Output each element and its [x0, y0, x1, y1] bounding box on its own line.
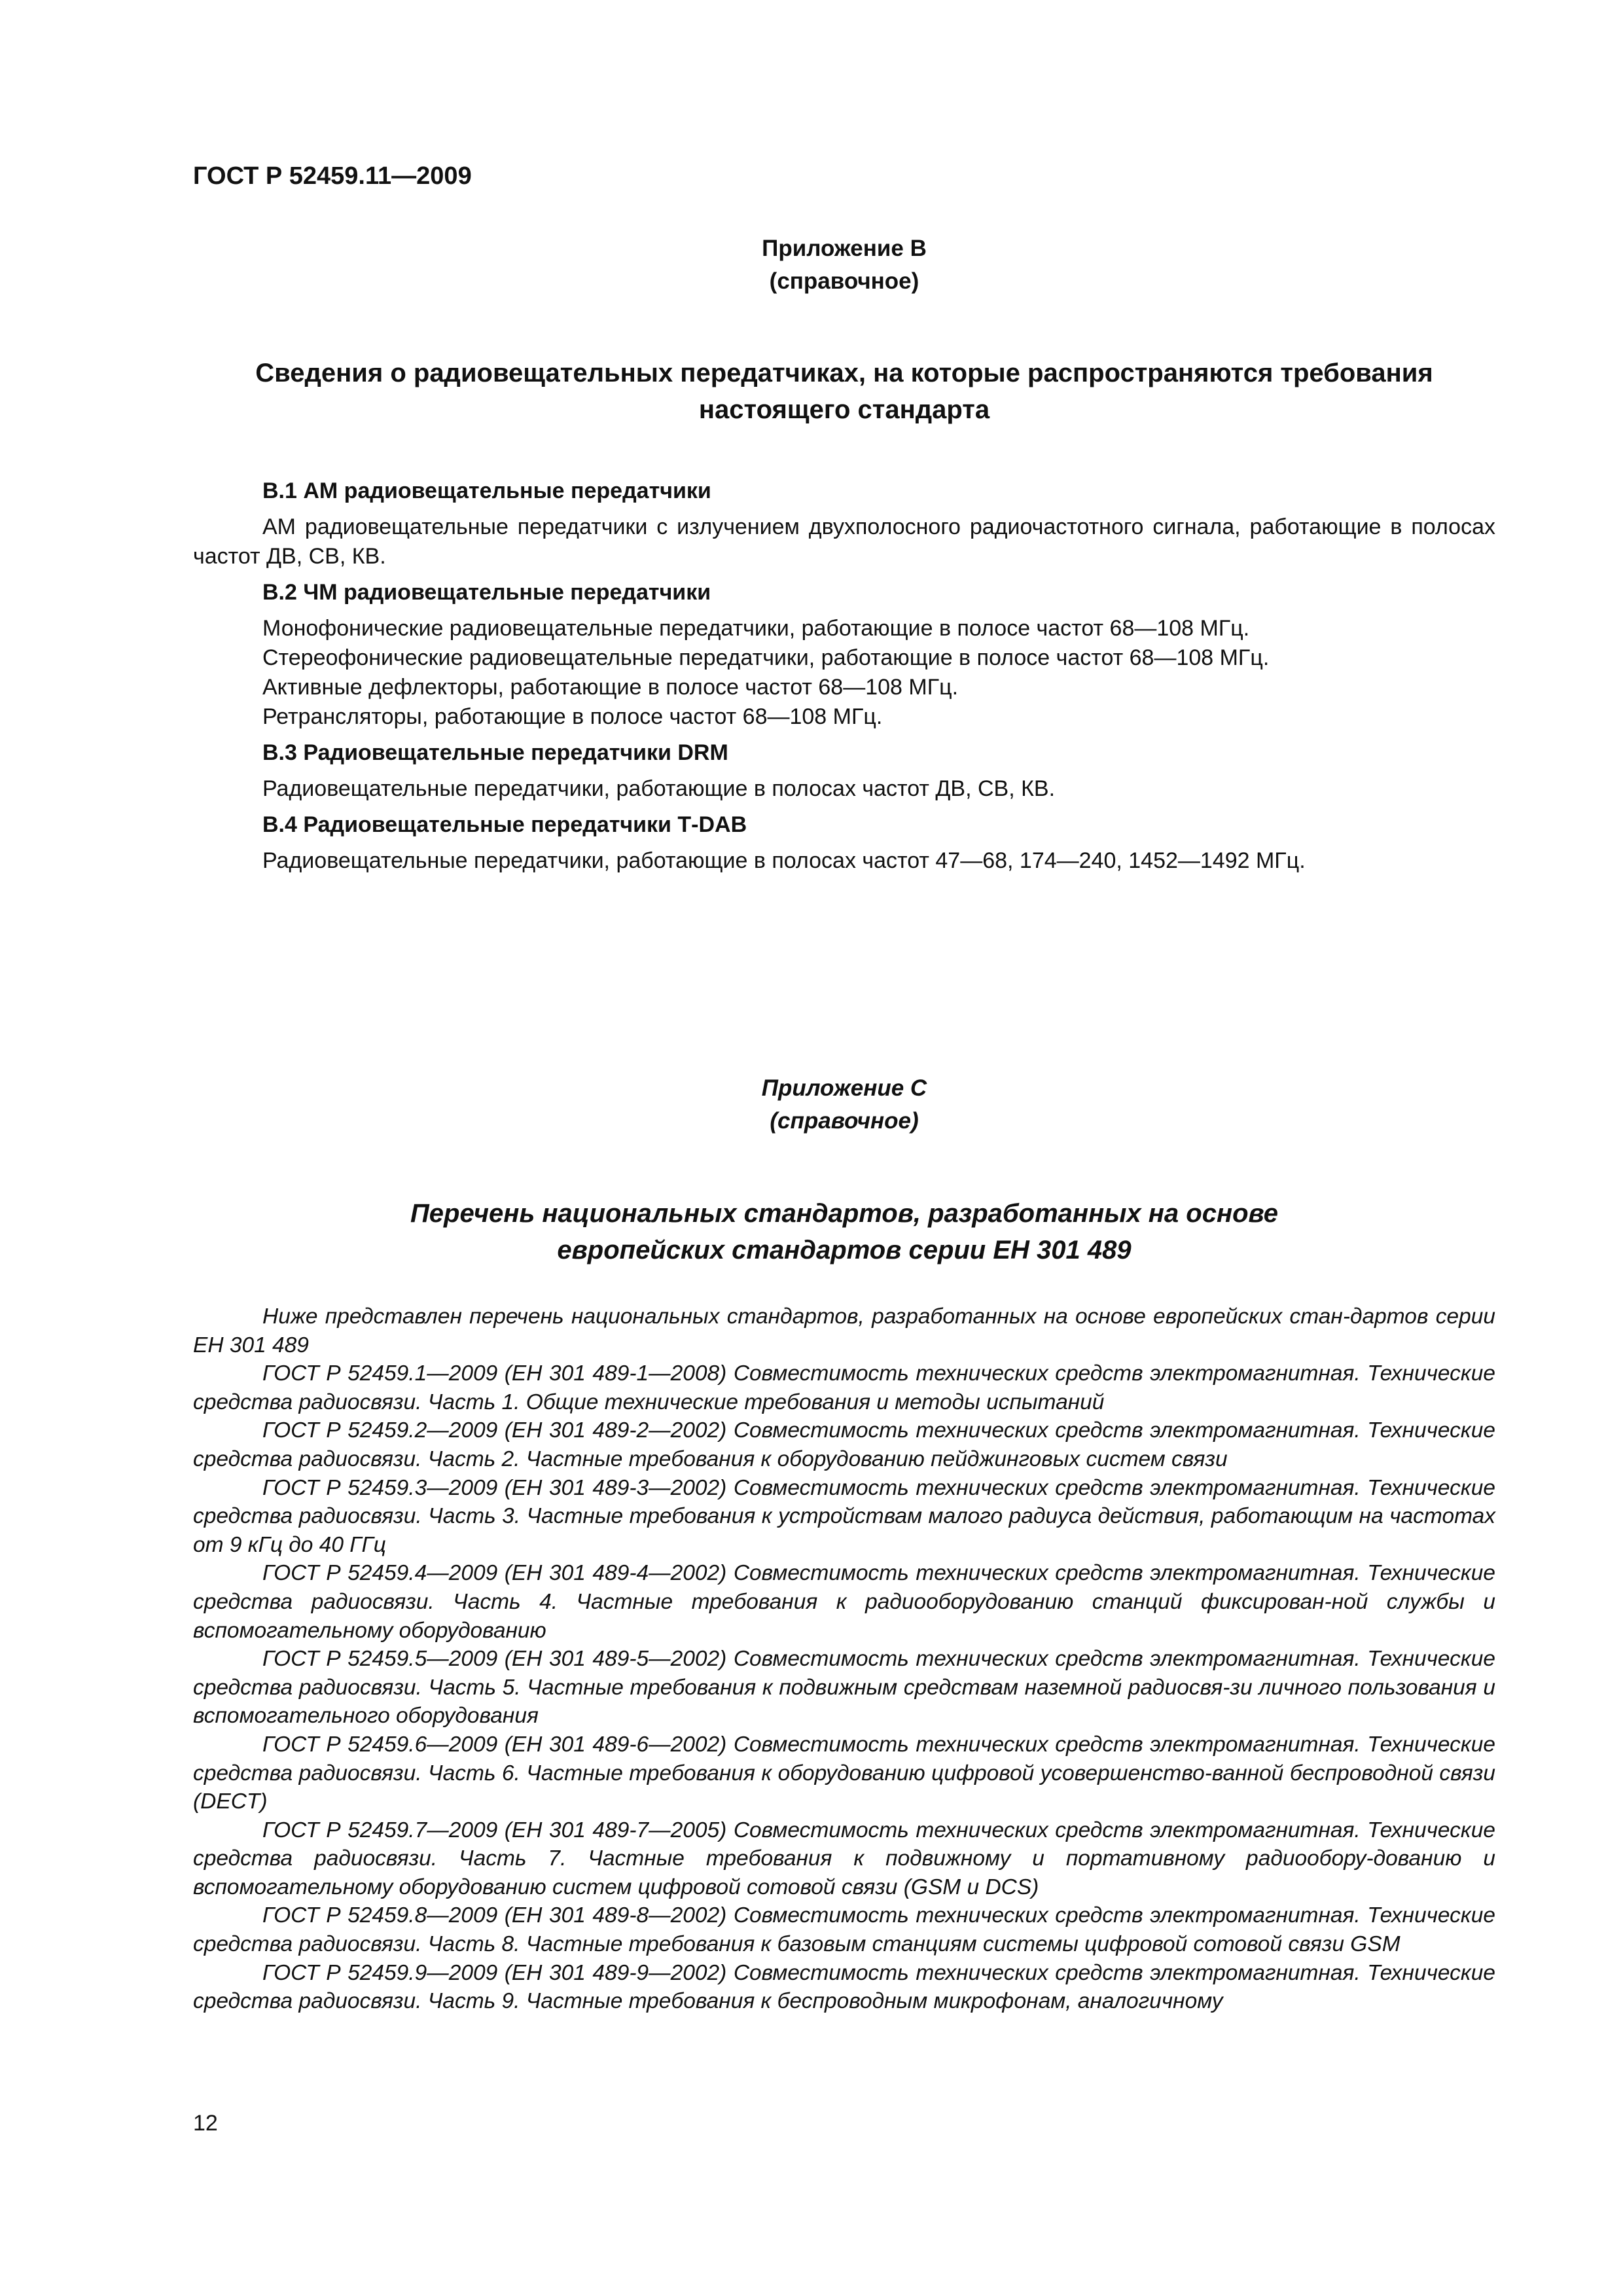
list-paragraph: ГОСТ Р 52459.6—2009 (ЕН 301 489-6—2002) Совместимость технических средств электромагнитная. Технические средства радиосвязи. Часть 6. Частные требования к оборудованию цифровой усовершенство-ванной беспроводной связи (DECT)	[193, 1732, 1495, 1814]
appendix-b-header	[193, 232, 1495, 298]
section-text: Радиовещательные передатчики, работающие в полосах частот 47—68, 174—240, 1452—1492 МГц.	[262, 848, 1306, 873]
section-text: Активные дефлекторы, работающие в полосе частот 68—108 МГц.	[262, 675, 959, 700]
document-code: ГОСТ Р 52459.11—2009	[193, 162, 472, 190]
list-paragraph: ГОСТ Р 52459.8—2009 (ЕН 301 489-8—2002) Совместимость технических средств электромагнитная. Технические средства радиосвязи. Часть 8. Частные требования к базовым станциям системы цифровой сотовой связи GSM	[193, 1903, 1495, 1957]
section-text: Ретрансляторы, работающие в полосе частот 68—108 МГц.	[262, 704, 883, 729]
appendix-b-type: (справочное)	[769, 268, 919, 294]
section-text: Монофонические радиовещательные передатчики, работающие в полосе частот 68—108 МГц.	[262, 616, 1250, 641]
list-paragraph: ГОСТ Р 52459.1—2009 (ЕН 301 489-1—2008) Совместимость технических средств электромагнитная. Технические средства радиосвязи. Часть 1. Общие технические требования и методы испытаний	[193, 1361, 1495, 1414]
appendix-b-label: Приложение В	[762, 236, 927, 261]
appendix-b-title-line1: Сведения о радиовещательных передатчиках, на которые распространяются требования	[255, 359, 1433, 387]
appendix-c-list	[193, 1302, 1495, 2016]
page-number: 12	[193, 2111, 218, 2136]
section-text: АМ радиовещательные передатчики с излучением двухполосного радиочастотного сигнала, работающие в полосах частот ДВ, СВ, КВ.	[193, 514, 1495, 569]
list-paragraph: Ниже представлен перечень национальных стандартов, разработанных на основе европейских стан-дартов серии ЕН 301 489	[193, 1304, 1495, 1357]
appendix-c-header	[193, 1072, 1495, 1138]
list-paragraph: ГОСТ Р 52459.3—2009 (ЕН 301 489-3—2002) Совместимость технических средств электромагнитная. Технические средства радиосвязи. Часть 3. Частные требования к устройствам малого радиуса действия, работающим на частотах от 9 кГц до 40 ГГц	[193, 1475, 1495, 1557]
appendix-c-title-line2: европейских стандартов серии ЕН 301 489	[557, 1236, 1132, 1265]
section-text: Стереофонические радиовещательные передатчики, работающие в полосе частот 68—108 МГц.	[262, 645, 1270, 670]
appendix-c-label: Приложение С	[761, 1075, 927, 1101]
list-paragraph: ГОСТ Р 52459.5—2009 (ЕН 301 489-5—2002) Совместимость технических средств электромагнитная. Технические средства радиосвязи. Часть 5. Частные требования к подвижным средствам наземной радиосвя-зи личного пользования и вспомогательного оборудования	[193, 1647, 1495, 1729]
list-paragraph: ГОСТ Р 52459.4—2009 (ЕН 301 489-4—2002) Совместимость технических средств электромагнитная. Технические средства радиосвязи. Часть 4. Частные требования к радиооборудованию станций фиксирован-ной службы и вспомогательному оборудованию	[193, 1561, 1495, 1643]
list-paragraph: ГОСТ Р 52459.9—2009 (ЕН 301 489-9—2002) Совместимость технических средств электромагнитная. Технические средства радиосвязи. Часть 9. Частные требования к беспроводным микрофонам, аналогичному	[193, 1960, 1495, 2014]
appendix-b-body	[193, 476, 1495, 876]
appendix-c-type: (справочное)	[770, 1108, 919, 1134]
list-paragraph: ГОСТ Р 52459.2—2009 (ЕН 301 489-2—2002) Совместимость технических средств электромагнитная. Технические средства радиосвязи. Часть 2. Частные требования к оборудованию пейджинговых систем связи	[193, 1418, 1495, 1471]
list-paragraph: ГОСТ Р 52459.7—2009 (ЕН 301 489-7—2005) Совместимость технических средств электромагнитная. Технические средства радиосвязи. Часть 7. Частные требования к подвижному и портативному радиообору-дованию и вспомогательному оборудованию систем цифровой сотовой связи (GSM и DCS)	[193, 1818, 1495, 1899]
section-heading: В.3 Радиовещательные передатчики DRM	[262, 740, 728, 765]
appendix-b-title-line2: настоящего стандарта	[698, 395, 990, 424]
section-heading: В.4 Радиовещательные передатчики Т-DAB	[262, 812, 747, 837]
appendix-c-title-line1: Перечень национальных стандартов, разработанных на основе	[410, 1199, 1278, 1228]
section-heading: В.2 ЧМ радиовещательные передатчики	[262, 580, 711, 605]
section-heading: В.1 АМ радиовещательные передатчики	[262, 478, 711, 503]
appendix-b-title	[193, 355, 1495, 428]
appendix-c-title	[193, 1195, 1495, 1268]
section-text: Радиовещательные передатчики, работающие в полосах частот ДВ, СВ, КВ.	[262, 776, 1056, 801]
